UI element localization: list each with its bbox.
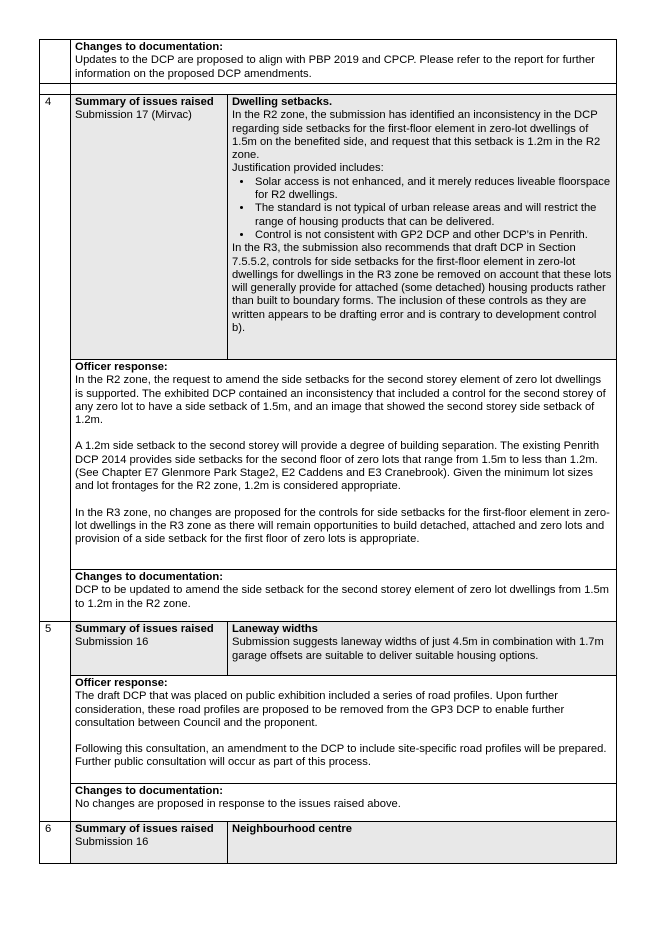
officer-response-cell [71, 676, 617, 784]
issue-intro: In the R2 zone, the submission has identified an inconsistency in the DCP regarding side setbacks for the first-floor element in zero-lot dwellings of 1.5m on the benefited side, and request that this setback is 1.2m in the R2 zone. [232, 109, 601, 162]
submissions-table [39, 39, 617, 864]
summary-heading: Summary of issues raised [75, 96, 214, 108]
summary-heading: Summary of issues raised [75, 623, 214, 635]
table-row [40, 40, 617, 84]
row-number: 5 [40, 622, 71, 822]
submission-label: Submission 17 (Mirvac) [75, 109, 192, 122]
officer-heading: Officer response: [75, 677, 168, 689]
changes-cell [71, 40, 617, 84]
list-item: • Control is not consistent with GP2 DCP and other DCP’s in Penrith. [253, 229, 612, 242]
changes-text: Updates to the DCP are proposed to align with PBP 2019 and CPCP. Please refer to the report for further information on the proposed DCP amendments. [75, 54, 595, 80]
table-row [40, 360, 617, 570]
officer-heading: Officer response: [75, 361, 168, 373]
issue-title: Laneway widths [232, 623, 318, 635]
summary-cell [71, 95, 228, 360]
officer-paragraph: In the R2 zone, the request to amend the side setbacks for the second storey element of zero lot dwellings is supported. The exhibited DCP contained an inconsistency that included a control for the second storey of any zero lot to have a side setback of 1.5m, and an image that showed the second storey side setback of 1.2m. [75, 374, 606, 427]
changes-heading: Changes to documentation: [75, 41, 223, 53]
officer-paragraph: Following this consultation, an amendment to the DCP to include site-specific road profiles will be prepared. Further public consultation will occur as part of this process. [75, 743, 607, 769]
changes-text: DCP to be updated to amend the side setback for the second storey element of zero lot dwellings from 1.5m to 1.2m in the R2 zone. [75, 584, 609, 610]
officer-response-cell [71, 360, 617, 570]
changes-text: No changes are proposed in response to the issues raised above. [75, 798, 401, 811]
officer-paragraph: The draft DCP that was placed on public exhibition included a series of road profiles. Upon further consideration, these road profiles are proposed to be removed from the GP3 DCP to enable further consultation between Council and the proponent. [75, 690, 565, 729]
spacer-row [40, 84, 617, 95]
submission-label: Submission 16 [75, 636, 149, 649]
table-row [40, 622, 617, 676]
issue-cell [228, 95, 617, 360]
changes-heading: Changes to documentation: [75, 785, 223, 797]
list-item: • Solar access is not enhanced, and it merely reduces liveable floorspace for R2 dwellings. [253, 176, 612, 203]
row-number: 4 [40, 95, 71, 622]
number-cell [40, 40, 71, 84]
summary-cell [71, 822, 228, 864]
table-row [40, 784, 617, 822]
table-row [40, 570, 617, 622]
officer-paragraph: In the R3 zone, no changes are proposed for the controls for side setbacks for the first-floor element in zero-lot dwellings in the R3 zone as there will remain opportunities to build detached, attached and zero lots and provision of a side setback for the first floor of zero lots is appropriate. [75, 506, 610, 546]
summary-heading: Summary of issues raised [75, 823, 214, 835]
issue-r3-text: In the R3, the submission also recommends that draft DCP in Section 7.5.5.2, controls for side setbacks for the first-floor element in zero-lot dwellings for dwellings in the R3 zone be removed on account that these lots will generally provide for attached (some detached) housing products rather than built to boundary forms. The inclusion of these controls as they are written appears to be drafting error and is contrary to development control b). [232, 242, 612, 335]
table-row [40, 676, 617, 784]
issue-title: Neighbourhood centre [232, 823, 352, 835]
changes-heading: Changes to documentation: [75, 571, 223, 583]
issue-text: Submission suggests laneway widths of just 4.5m in combination with 1.7m garage offsets are suitable to deliver suitable housing options. [232, 636, 604, 662]
table-row [40, 822, 617, 864]
issue-cell [228, 622, 617, 676]
list-item: • The standard is not typical of urban release areas and will restrict the range of housing products that can be delivered. [253, 202, 612, 229]
changes-cell [71, 784, 617, 822]
table-row [40, 95, 617, 360]
changes-cell [71, 570, 617, 622]
summary-cell [71, 622, 228, 676]
justification-label: Justification provided includes: [232, 162, 384, 175]
issue-cell [228, 822, 617, 864]
officer-paragraph: A 1.2m side setback to the second storey will provide a degree of building separation. The existing Penrith DCP 2014 provides side setbacks for the second floor of zero lots that range from 1.5m to less than 1.2m. (See Chapter E7 Glenmore Park Stage2, E2 Caddens and E3 Cranebrook). Given the minimum lot sizes and lot frontages for the R2 zone, 1.2m is considered appropriate. [75, 440, 600, 493]
submission-label: Submission 16 [75, 836, 149, 849]
row-number: 6 [40, 822, 71, 864]
justification-list [232, 176, 612, 242]
issue-title: Dwelling setbacks. [232, 96, 333, 108]
